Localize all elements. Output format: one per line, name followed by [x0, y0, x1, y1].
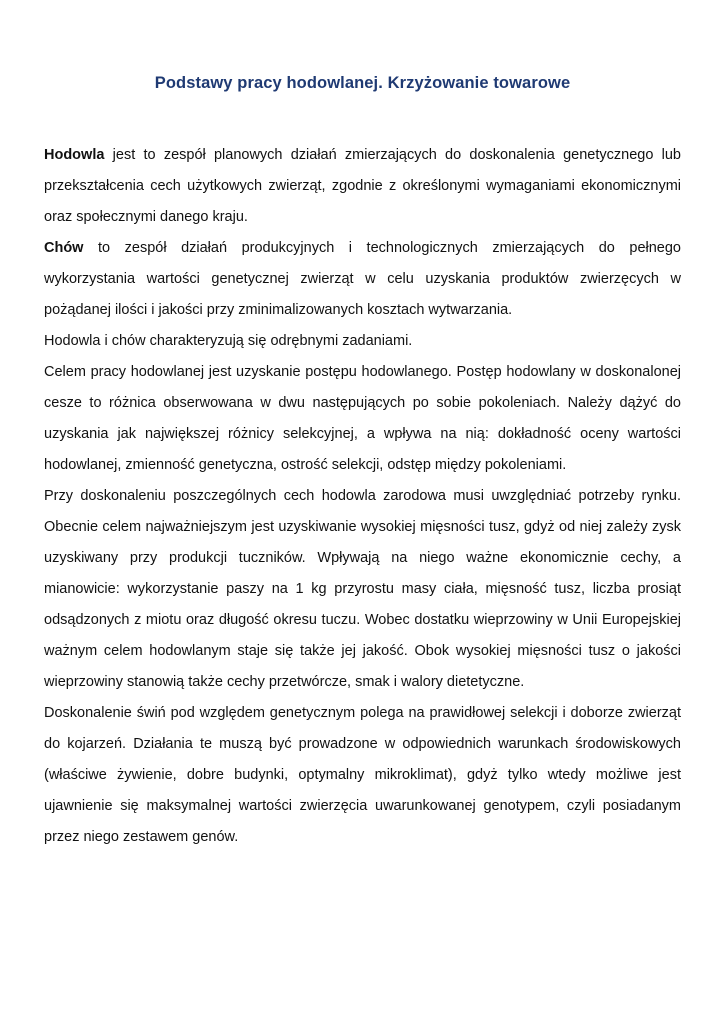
paragraph-hodowla-definition [44, 140, 681, 233]
document-body [44, 140, 681, 853]
term-chow: Chów [44, 240, 84, 256]
paragraph-text: to zespół działań produkcyjnych i technologicznych zmierzających do pełnego wykorzystania wartości genetycznej zwierząt w celu uzyskania produktów zwierzęcych w pożądanej ilości i jakości przy zminimalizowanych kosztach wytwarzania. [44, 240, 681, 318]
document-title: Podstawy pracy hodowlanej. Krzyżowanie towarowe [154, 74, 571, 92]
paragraph-market-needs [44, 481, 681, 698]
paragraph-breeding-goal [44, 357, 681, 481]
paragraph-text: Celem pracy hodowlanej jest uzyskanie postępu hodowlanego. Postęp hodowlany w doskonalonej cesze to różnica obserwowana w dwu następujących po sobie pokoleniach. Należy dążyć do uzyskania jak największej różnicy selekcyjnej, a wpływa na nią: dokładność oceny wartości hodowlanej, zmienność genetyczna, ostrość selekcji, odstęp między pokoleniami. [44, 364, 681, 473]
paragraph-text: jest to zespół planowych działań zmierzających do doskonalenia genetycznego lub przekształcenia cech użytkowych zwierząt, zgodnie z określonymi wymaganiami ekonomicznymi oraz społecznymi danego kraju. [44, 147, 681, 225]
paragraph-chow-definition [44, 233, 681, 326]
paragraph-text: Przy doskonaleniu poszczególnych cech hodowla zarodowa musi uwzględniać potrzeby rynku. Obecnie celem najważniejszym jest uzyskiwanie wysokiej mięsności tusz, gdyż od niej zależy zysk uzyskiwany przy produkcji tuczników. Wpływają na niego ważne ekonomicznie cechy, a mianowicie: wykorzystanie paszy na 1 kg przyrostu masy ciała, mięsność tusz, liczba prosiąt odsądzonych z miotu oraz długość okresu tuczu. Wobec dostatku wieprzowiny w Unii Europejskiej ważnym celem hodowlanym staje się także jej jakość. Obok wysokiej mięsności tusz o jakości wieprzowiny stanowią także cechy przetwórcze, smak i walory dietetyczne. [44, 488, 681, 690]
paragraph-text: Hodowla i chów charakteryzują się odrębnymi zadaniami. [44, 333, 413, 349]
paragraph-text: Doskonalenie świń pod względem genetycznym polega na prawidłowej selekcji i doborze zwierząt do kojarzeń. Działania te muszą być prowadzone w odpowiednich warunkach środowiskowych (właściwe żywienie, dobre budynki, optymalny mikroklimat), gdyż tylko wtedy możliwe jest ujawnienie się maksymalnej wartości zwierzęcia uwarunkowanej genotypem, czyli posiadanym przez niego zestawem genów. [44, 705, 681, 845]
paragraph-tasks [44, 326, 681, 357]
term-hodowla: Hodowla [44, 147, 105, 163]
paragraph-genetic-improvement [44, 698, 681, 853]
